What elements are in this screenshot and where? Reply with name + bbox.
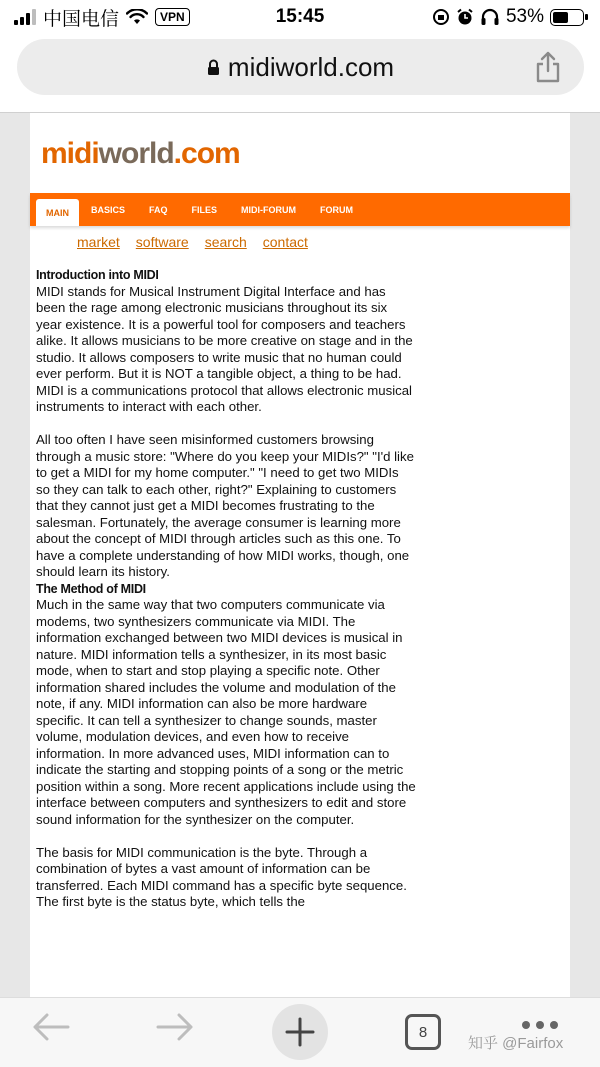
link-market[interactable]: market xyxy=(77,234,120,250)
page-viewport[interactable] xyxy=(0,112,600,997)
battery-icon xyxy=(550,9,584,26)
nav-files[interactable]: FILES xyxy=(191,204,218,215)
article-paragraph: All too often I have seen misinformed customers browsing through a music store: "Where do you keep your MIDIs?" "I'd like to get a MIDI for my home computer." "I need to get two MIDIs so they can talk to each other, right?" Explaining to customers that they cannot just get a MIDI becomes frustrating to the salesman. Fortunately, the average consumer is learning more about the concept of MIDI through articles such as this one. To have a complete understanding of how MIDI works, though, one should learn its history. xyxy=(36,432,414,579)
orientation-lock-icon xyxy=(432,8,450,26)
address-bar[interactable] xyxy=(17,39,584,95)
page-body xyxy=(30,113,570,997)
share-icon[interactable] xyxy=(534,51,562,83)
forward-arrow-icon[interactable] xyxy=(156,1012,194,1042)
battery-fill xyxy=(553,12,568,23)
article-heading-method: The Method of MIDI xyxy=(36,581,146,596)
alarm-icon xyxy=(456,8,474,26)
watermark: 知乎 @Fairfox xyxy=(468,1035,564,1052)
link-contact[interactable]: contact xyxy=(262,234,308,250)
nav-basics[interactable]: BASICS xyxy=(91,204,126,215)
lock-icon xyxy=(207,59,220,76)
url-text: midiworld.com xyxy=(227,51,395,82)
article-paragraph: MIDI stands for Musical Instrument Digital Interface and has been the rage among electronic musicians throughout its six year existence. It is a powerful tool for composers and teachers alike. It allows musicians to be more creative on stage and in the studio. It allows composers to write music that no human could ever perform. But it is NOT a tangible object, a thing to be had. MIDI is a communications protocol that allows electronic musical instruments to interact with each other. xyxy=(36,283,413,414)
more-icon[interactable] xyxy=(520,1020,560,1030)
nav-forum[interactable]: FORUM xyxy=(320,204,354,215)
article xyxy=(36,267,416,927)
headphones-icon xyxy=(480,8,500,26)
status-bar xyxy=(0,0,600,34)
logo-mid: midi xyxy=(41,137,99,170)
back-arrow-icon[interactable] xyxy=(32,1012,70,1042)
browser-toolbar xyxy=(0,997,600,1067)
url-display[interactable] xyxy=(207,52,394,83)
article-paragraph: The basis for MIDI communication is the byte. Through a combination of bytes a vast amount of information can be transferred. Each MIDI command has a specific byte sequence. The first byte is the status byte, which tells the xyxy=(36,844,407,909)
status-left xyxy=(14,4,190,31)
tab-count: 8 xyxy=(418,1023,428,1041)
new-tab-button[interactable] xyxy=(272,1004,328,1060)
link-software[interactable]: software xyxy=(135,234,189,250)
carrier-label: 中国电信 xyxy=(43,8,120,30)
plus-icon xyxy=(285,1017,315,1047)
nav-faq[interactable]: FAQ xyxy=(149,204,168,215)
logo-tld: .com xyxy=(173,137,240,170)
status-right xyxy=(432,6,584,28)
battery-percent: 53% xyxy=(505,6,544,27)
article-heading-intro: Introduction into MIDI xyxy=(36,268,159,282)
wifi-icon xyxy=(126,9,148,25)
vpn-badge: VPN xyxy=(155,8,190,26)
site-navbar xyxy=(30,193,570,226)
site-logo[interactable] xyxy=(41,137,240,171)
tabs-button[interactable] xyxy=(405,1014,441,1050)
sub-navigation xyxy=(77,234,308,250)
signal-icon xyxy=(14,9,36,25)
link-search[interactable]: search xyxy=(204,234,247,250)
nav-midi-forum[interactable]: MIDI-FORUM xyxy=(241,204,297,215)
article-paragraph: Much in the same way that two computers communicate via modems, two synthesizers communicate via MIDI. The information exchanged between two MIDI devices is musical in nature. MIDI information tells a synthesizer, in its most basic mode, when to start and stop playing a specific note. Other information shared includes the volume and modulation of the note, if any. MIDI information can also be more hardware specific. It can tell a synthesizer to change sounds, master volume, modulation devices, and even how to receive information. In more advanced uses, MIDI information can to indicate the starting and stopping points of a song or the metric position within a song. More recent applications include using the interface between computers and synthesizers to edit and store sound information for the synthesizer on the computer. xyxy=(36,597,416,827)
status-time: 15:45 xyxy=(275,6,325,27)
nav-main[interactable]: MAIN xyxy=(36,199,79,226)
logo-world: world xyxy=(98,137,174,170)
